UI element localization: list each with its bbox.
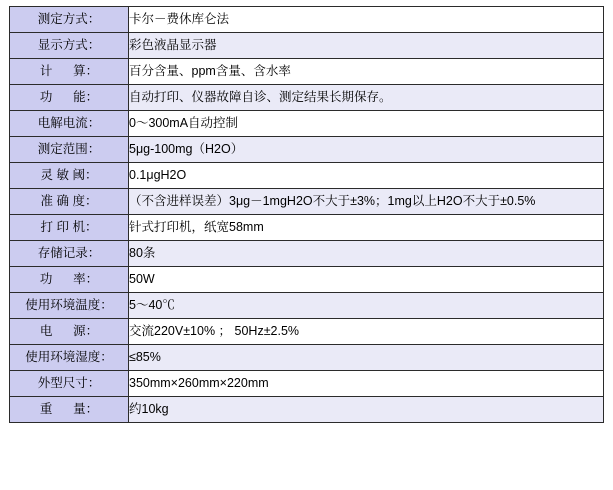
row-label-text: 打 印 机： (40, 219, 98, 234)
row-value: 350mm×260mm×220mm (129, 371, 604, 397)
row-label (10, 137, 129, 163)
table-row (10, 33, 604, 59)
row-label-text: 功 能： (39, 89, 99, 104)
row-label (10, 189, 129, 215)
table-row (10, 345, 604, 371)
row-label-text: 计 算： (39, 63, 99, 78)
row-value: 彩色液晶显示器 (129, 33, 604, 59)
table-row (10, 293, 604, 319)
row-label (10, 397, 129, 423)
row-label (10, 215, 129, 241)
row-label-text: 存储记录： (37, 245, 101, 260)
row-value: 约10kg (129, 397, 604, 423)
row-value: 5μg-100mg（H2O） (129, 137, 604, 163)
table-row (10, 163, 604, 189)
row-label (10, 345, 129, 371)
table-row (10, 7, 604, 33)
row-value: 50W (129, 267, 604, 293)
row-label-text: 测定范围： (37, 141, 101, 156)
row-label (10, 241, 129, 267)
specification-table-body (10, 7, 604, 423)
table-row (10, 397, 604, 423)
row-label-text: 灵 敏 阈： (40, 167, 98, 182)
row-label (10, 371, 129, 397)
table-row (10, 319, 604, 345)
table-row (10, 267, 604, 293)
table-row (10, 215, 604, 241)
row-label (10, 293, 129, 319)
table-row (10, 241, 604, 267)
row-value: 卡尔－费休库仑法 (129, 7, 604, 33)
table-row (10, 111, 604, 137)
table-row (10, 137, 604, 163)
row-value: 80条 (129, 241, 604, 267)
row-label (10, 111, 129, 137)
row-label-text: 外型尺寸： (37, 375, 101, 390)
row-label-text: 电解电流： (37, 115, 101, 130)
table-row (10, 371, 604, 397)
table-row (10, 59, 604, 85)
row-label-text: 使用环境湿度： (25, 349, 113, 364)
row-label-text: 显示方式： (37, 37, 101, 52)
table-row (10, 189, 604, 215)
row-value: ≤85% (129, 345, 604, 371)
row-label (10, 7, 129, 33)
row-label-text: 功 率： (39, 271, 99, 286)
row-label (10, 267, 129, 293)
row-value: 针式打印机，纸宽58mm (129, 215, 604, 241)
row-value: 0.1μgH2O (129, 163, 604, 189)
row-label (10, 59, 129, 85)
row-label (10, 163, 129, 189)
row-value: 百分含量、ppm含量、含水率 (129, 59, 604, 85)
row-value: 5～40℃ (129, 293, 604, 319)
table-row (10, 85, 604, 111)
row-label-text: 电 源： (39, 323, 99, 338)
row-value: （不含进样误差）3μg－1mgH2O不大于±3%；1mg以上H2O不大于±0.5% (129, 189, 604, 215)
row-label (10, 33, 129, 59)
row-value: 交流220V±10% ； 50Hz±2.5% (129, 319, 604, 345)
specification-table (9, 6, 604, 423)
row-value: 自动打印、仪器故障自诊、测定结果长期保存。 (129, 85, 604, 111)
row-value: 0～300mA自动控制 (129, 111, 604, 137)
row-label-text: 测定方式： (37, 11, 101, 26)
row-label (10, 85, 129, 111)
row-label-text: 重 量： (39, 401, 99, 416)
row-label-text: 准 确 度： (40, 193, 98, 208)
row-label (10, 319, 129, 345)
row-label-text: 使用环境温度： (25, 297, 113, 312)
